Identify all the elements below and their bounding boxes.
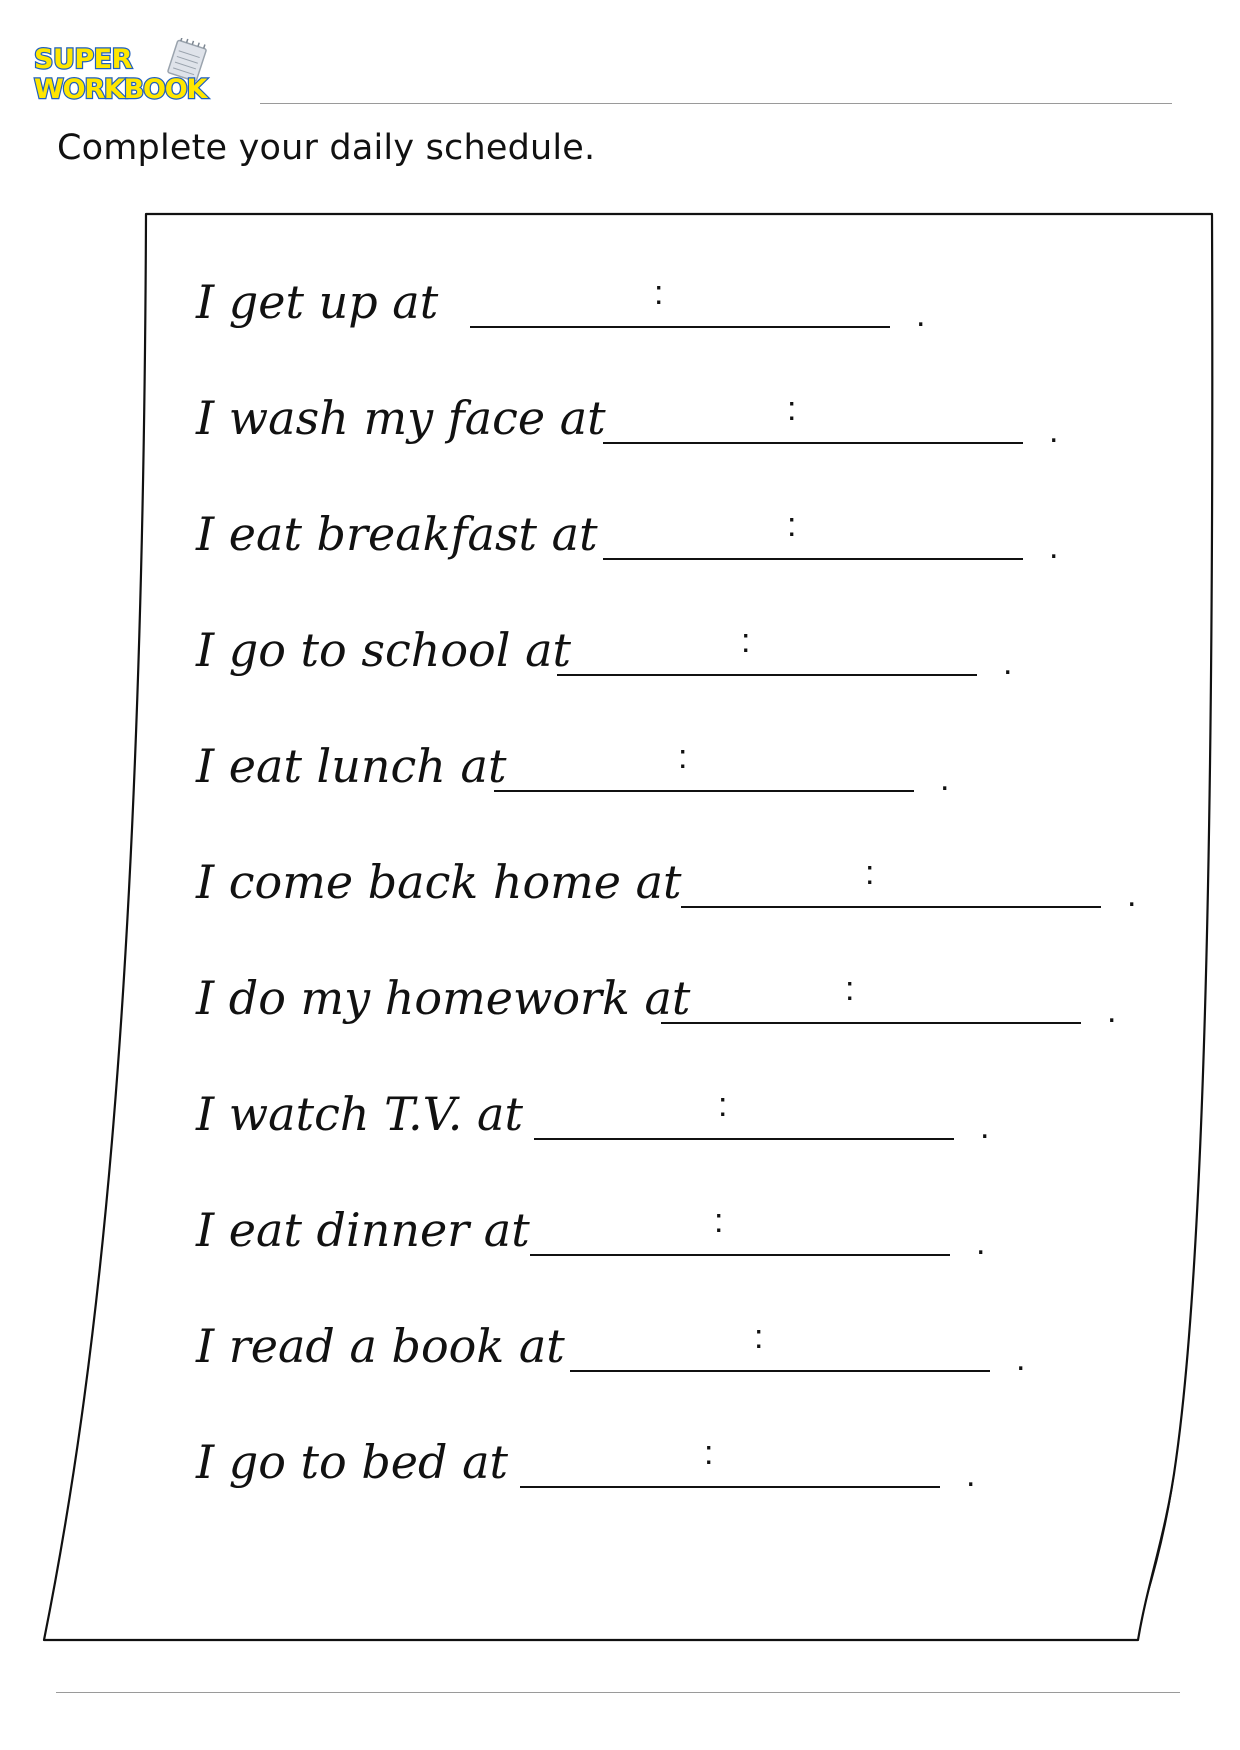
time-blank[interactable]	[530, 1214, 950, 1256]
sentence-period: .	[1107, 992, 1117, 1030]
time-blank[interactable]	[534, 1098, 954, 1140]
logo-line2: WORKBOOK	[34, 74, 207, 105]
schedule-row	[196, 738, 1196, 828]
schedule-label: I read a book at	[196, 1319, 565, 1373]
footer-rule	[56, 1692, 1180, 1693]
sentence-period: .	[976, 1224, 986, 1262]
schedule-row	[196, 390, 1196, 480]
schedule-row	[196, 854, 1196, 944]
schedule-label: I eat lunch at	[196, 739, 507, 793]
time-colon: :	[714, 1202, 724, 1240]
time-blank[interactable]	[603, 518, 1023, 560]
schedule-row	[196, 506, 1196, 596]
sentence-period: .	[916, 296, 926, 334]
sentence-period: .	[1049, 412, 1059, 450]
time-colon: :	[654, 274, 664, 312]
time-blank[interactable]	[661, 982, 1081, 1024]
sentence-period: .	[1003, 644, 1013, 682]
sentence-period: .	[980, 1108, 990, 1146]
schedule-label: I wash my face at	[196, 391, 606, 445]
time-blank[interactable]	[603, 402, 1023, 444]
schedule-label: I get up at	[196, 275, 439, 329]
sentence-period: .	[1016, 1340, 1026, 1378]
schedule-row	[196, 1434, 1196, 1524]
schedule-label: I go to school at	[196, 623, 571, 677]
schedule-label: I go to bed at	[196, 1435, 509, 1489]
schedule-row	[196, 622, 1196, 712]
time-colon: :	[865, 854, 875, 892]
time-blank[interactable]	[494, 750, 914, 792]
time-blank[interactable]	[470, 286, 890, 328]
sentence-period: .	[1049, 528, 1059, 566]
time-colon: :	[845, 970, 855, 1008]
sentence-period: .	[966, 1456, 976, 1494]
schedule-row	[196, 970, 1196, 1060]
schedule-label: I eat breakfast at	[196, 507, 598, 561]
schedule-row	[196, 1086, 1196, 1176]
time-colon: :	[704, 1434, 714, 1472]
instruction-text: Complete your daily schedule.	[57, 128, 596, 168]
sentence-period: .	[940, 760, 950, 798]
time-colon: :	[787, 506, 797, 544]
time-blank[interactable]	[557, 634, 977, 676]
time-colon: :	[741, 622, 751, 660]
time-colon: :	[678, 738, 688, 776]
time-blank[interactable]	[570, 1330, 990, 1372]
time-blank[interactable]	[520, 1446, 940, 1488]
sentence-period: .	[1127, 876, 1137, 914]
schedule-label: I eat dinner at	[196, 1203, 530, 1257]
time-colon: :	[718, 1086, 728, 1124]
schedule-label: I watch T.V. at	[196, 1087, 523, 1141]
schedule-label: I come back home at	[196, 855, 682, 909]
schedule-row	[196, 274, 1196, 364]
logo-line1: SUPER	[34, 44, 132, 75]
time-blank[interactable]	[681, 866, 1101, 908]
schedule-label: I do my homework at	[196, 971, 691, 1025]
schedule-row	[196, 1202, 1196, 1292]
time-colon: :	[754, 1318, 764, 1356]
schedule-row	[196, 1318, 1196, 1408]
time-colon: :	[787, 390, 797, 428]
